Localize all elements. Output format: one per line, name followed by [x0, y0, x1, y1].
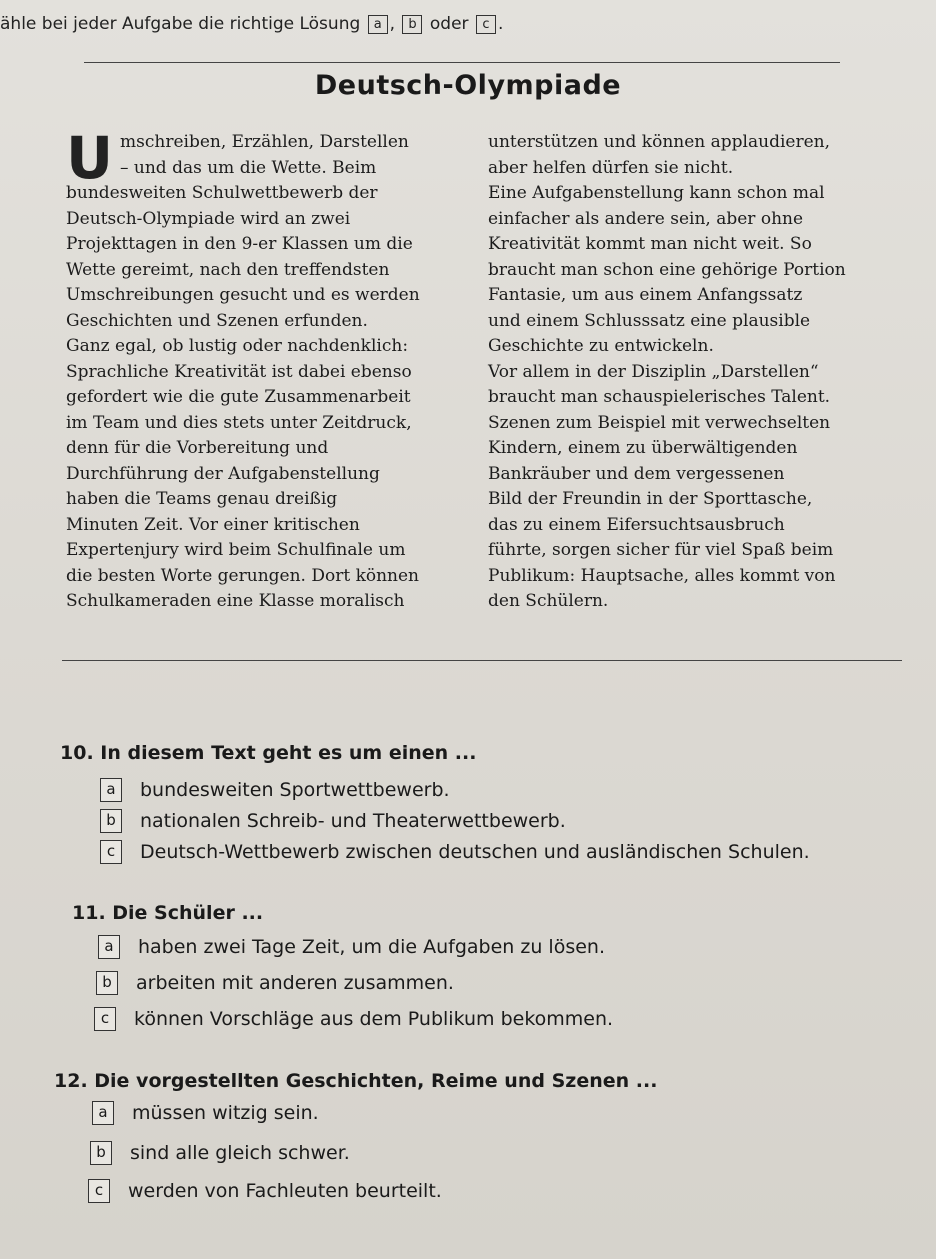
option-text: arbeiten mit anderen zusammen.	[136, 972, 454, 994]
article-line: gefordert wie die gute Zusammenarbeit	[66, 387, 411, 407]
option-text: werden von Fachleuten beurteilt.	[128, 1180, 442, 1202]
question-10: 10. In diesem Text geht es um einen ...	[60, 742, 477, 764]
article-line: Schulkameraden eine Klasse moralisch	[66, 591, 405, 611]
article-column-right	[488, 130, 908, 615]
question-11-option-b[interactable]	[96, 971, 454, 995]
instruction-text: ähle bei jeder Aufgabe die richtige Lösung	[0, 14, 361, 34]
article-line: unterstützen und können applaudieren,	[488, 132, 830, 152]
article-line: Szenen zum Beispiel mit verwechselten	[488, 412, 831, 433]
option-box[interactable]: b	[100, 809, 122, 833]
option-box[interactable]: c	[100, 840, 122, 864]
instruction-or: oder	[429, 14, 469, 34]
question-11-option-c[interactable]	[94, 1007, 613, 1031]
instruction-period: .	[497, 14, 504, 34]
article-line: Geschichte zu entwickeln.	[488, 336, 714, 356]
article-line: Bankräuber und dem vergessenen	[488, 463, 785, 484]
option-box[interactable]: c	[88, 1179, 110, 1203]
article-line: Kreativität kommt man nicht weit. So	[488, 234, 812, 254]
option-box[interactable]: b	[96, 971, 118, 995]
article-line: mschreiben, Erzählen, Darstellen	[120, 132, 409, 152]
article-line: denn für die Vorbereitung und	[66, 438, 329, 458]
bottom-divider	[62, 660, 902, 661]
article-line: das zu einem Eifersuchtsausbruch	[488, 514, 785, 535]
article-line: Geschichten und Szenen erfunden.	[66, 310, 368, 331]
article-line: braucht man schon eine gehörige Portion	[488, 259, 846, 280]
option-text: nationalen Schreib- und Theaterwettbewerb.	[140, 810, 566, 832]
article-line: Wette gereimt, nach den treffendsten	[66, 259, 390, 280]
article-line: Ganz egal, ob lustig oder nachdenklich:	[66, 336, 409, 356]
article-line: Minuten Zeit. Vor einer kritischen	[66, 514, 360, 535]
article-line: Sprachliche Kreativität ist dabei ebenso	[66, 361, 412, 382]
article-line: Umschreibungen gesucht und es werden	[66, 285, 420, 305]
instruction-line	[0, 14, 936, 34]
article-line: braucht man schauspielerisches Talent.	[488, 387, 831, 407]
article-line: Fantasie, um aus einem Anfangssatz	[488, 285, 803, 305]
option-text: können Vorschläge aus dem Publikum bekommen.	[134, 1008, 614, 1030]
question-12-option-a[interactable]	[92, 1101, 319, 1125]
article-line: Vor allem in der Disziplin „Darstellen“	[488, 361, 819, 382]
article-line: Durchführung der Aufgabenstellung	[66, 463, 380, 484]
article-line: den Schülern.	[488, 591, 609, 611]
question-12-option-c[interactable]	[88, 1179, 442, 1203]
article-line: Deutsch-Olympiade wird an zwei	[66, 208, 351, 229]
option-box[interactable]: a	[92, 1101, 114, 1125]
article-line: Bild der Freundin in der Sporttasche,	[488, 489, 813, 509]
option-box[interactable]: c	[94, 1007, 116, 1031]
question-11-option-a[interactable]	[98, 935, 605, 959]
article-line: aber helfen dürfen sie nicht.	[488, 157, 734, 178]
option-box[interactable]: a	[98, 935, 120, 959]
drop-cap: U	[66, 124, 114, 192]
article-line: führte, sorgen sicher für viel Spaß beim	[488, 540, 834, 560]
article-line: – und das um die Wette. Beim	[120, 157, 377, 178]
option-text: sind alle gleich schwer.	[130, 1142, 350, 1164]
article-line: und einem Schlusssatz eine plausible	[488, 310, 811, 331]
instruction-separator: ,	[389, 14, 396, 34]
option-box[interactable]: a	[100, 778, 122, 802]
option-text: bundesweiten Sportwettbewerb.	[140, 779, 450, 801]
article-line: Eine Aufgabenstellung kann schon mal	[488, 183, 825, 203]
question-10-option-b[interactable]	[100, 809, 566, 833]
top-divider	[84, 62, 840, 63]
option-text: müssen witzig sein.	[132, 1102, 319, 1124]
article-line: haben die Teams genau dreißig	[66, 489, 338, 509]
question-11: 11. Die Schüler ...	[72, 902, 264, 924]
option-text: haben zwei Tage Zeit, um die Aufgaben zu lösen.	[138, 936, 605, 958]
option-box[interactable]: b	[90, 1141, 112, 1165]
article-line: Publikum: Hauptsache, alles kommt von	[488, 565, 836, 586]
article-line: Projekttagen in den 9-er Klassen um die	[66, 234, 413, 254]
article-line: im Team und dies stets unter Zeitdruck,	[66, 412, 412, 433]
answer-box-a: a	[368, 15, 388, 34]
article-column-left	[66, 124, 466, 615]
article-line: einfacher als andere sein, aber ohne	[488, 208, 804, 229]
answer-box-c: c	[476, 15, 496, 34]
article-line: Expertenjury wird beim Schulfinale um	[66, 540, 406, 560]
article-line: die besten Worte gerungen. Dort können	[66, 565, 420, 586]
question-12: 12. Die vorgestellten Geschichten, Reime und Szenen ...	[54, 1070, 658, 1092]
article-line: Kindern, einem zu überwältigenden	[488, 438, 798, 458]
option-text: Deutsch-Wettbewerb zwischen deutschen und ausländischen Schulen.	[140, 841, 810, 863]
question-10-option-c[interactable]	[100, 840, 810, 864]
question-10-option-a[interactable]	[100, 778, 450, 802]
article-title: Deutsch-Olympiade	[314, 70, 622, 101]
answer-box-b: b	[402, 15, 422, 34]
article-line: bundesweiten Schulwettbewerb der	[66, 183, 378, 203]
question-12-option-b[interactable]	[90, 1141, 350, 1165]
